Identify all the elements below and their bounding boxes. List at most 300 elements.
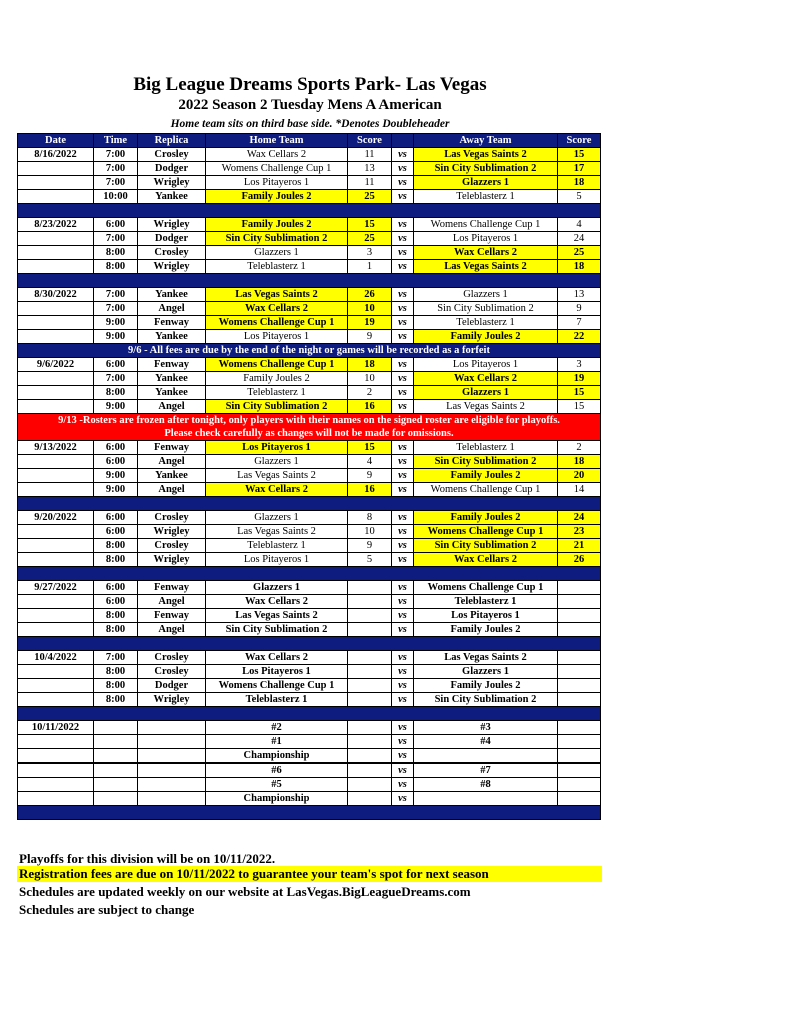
page-subtitle: 2022 Season 2 Tuesday Mens A American <box>178 97 442 113</box>
home-score: 10 <box>348 372 392 386</box>
game-replica: Angel <box>138 483 206 497</box>
game-date <box>18 316 94 330</box>
game-time: 8:00 <box>94 623 138 637</box>
vs-label: vs <box>392 330 414 344</box>
away-team: #3 <box>414 721 558 735</box>
vs-label: vs <box>392 511 414 525</box>
game-row <box>18 665 601 679</box>
game-row <box>18 721 601 735</box>
away-score: 13 <box>558 288 601 302</box>
game-row <box>18 148 601 162</box>
game-time: 7:00 <box>94 176 138 190</box>
vs-label: vs <box>392 400 414 414</box>
away-score: 23 <box>558 525 601 539</box>
away-team: Las Vegas Saints 2 <box>414 400 558 414</box>
vs-label: vs <box>392 162 414 176</box>
game-replica: Wrigley <box>138 553 206 567</box>
separator-bar <box>18 204 601 218</box>
game-time: 6:00 <box>94 455 138 469</box>
away-score: 17 <box>558 162 601 176</box>
vs-label: vs <box>392 693 414 707</box>
game-row <box>18 763 601 778</box>
game-date: 9/13/2022 <box>18 441 94 455</box>
home-team: Womens Challenge Cup 1 <box>206 162 348 176</box>
roster-alert <box>18 414 601 441</box>
game-time: 8:00 <box>94 260 138 274</box>
game-row <box>18 358 601 372</box>
away-score: 4 <box>558 218 601 232</box>
vs-label: vs <box>392 386 414 400</box>
vs-label: vs <box>392 778 414 792</box>
home-score <box>348 623 392 637</box>
game-date <box>18 176 94 190</box>
vs-label: vs <box>392 218 414 232</box>
away-score <box>558 721 601 735</box>
away-team: Womens Challenge Cup 1 <box>414 483 558 497</box>
game-date <box>18 609 94 623</box>
game-date <box>18 400 94 414</box>
vs-label: vs <box>392 260 414 274</box>
away-score: 19 <box>558 372 601 386</box>
week-separator <box>18 204 601 218</box>
game-time: 7:00 <box>94 302 138 316</box>
away-team: Los Pitayeros 1 <box>414 358 558 372</box>
col-away-team: Away Team <box>414 134 558 148</box>
vs-label: vs <box>392 372 414 386</box>
game-time <box>94 778 138 792</box>
away-team: Sin City Sublimation 2 <box>414 693 558 707</box>
vs-label: vs <box>392 553 414 567</box>
home-score: 10 <box>348 525 392 539</box>
game-replica: Crosley <box>138 539 206 553</box>
game-replica: Crosley <box>138 148 206 162</box>
home-score <box>348 749 392 764</box>
footer-playoffs: Playoffs for this division will be on 10/11/2022. <box>19 851 276 866</box>
away-team: Los Pitayeros 1 <box>414 232 558 246</box>
week-separator <box>18 637 601 651</box>
home-team: Los Pitayeros 1 <box>206 553 348 567</box>
away-score: 15 <box>558 386 601 400</box>
away-team <box>414 792 558 806</box>
game-row <box>18 176 601 190</box>
away-team: Las Vegas Saints 2 <box>414 260 558 274</box>
game-replica <box>138 778 206 792</box>
away-score: 26 <box>558 553 601 567</box>
away-team: Womens Challenge Cup 1 <box>414 525 558 539</box>
vs-label: vs <box>392 581 414 595</box>
game-date <box>18 693 94 707</box>
home-score: 13 <box>348 162 392 176</box>
home-team: Los Pitayeros 1 <box>206 441 348 455</box>
game-date: 8/30/2022 <box>18 288 94 302</box>
game-time: 6:00 <box>94 581 138 595</box>
away-score: 18 <box>558 455 601 469</box>
away-score: 2 <box>558 441 601 455</box>
game-replica: Wrigley <box>138 260 206 274</box>
game-date <box>18 260 94 274</box>
home-score: 11 <box>348 176 392 190</box>
away-team: Las Vegas Saints 2 <box>414 148 558 162</box>
game-time: 9:00 <box>94 400 138 414</box>
game-row <box>18 525 601 539</box>
game-row <box>18 539 601 553</box>
away-score: 25 <box>558 246 601 260</box>
game-time <box>94 792 138 806</box>
vs-label: vs <box>392 749 414 764</box>
home-score: 4 <box>348 455 392 469</box>
game-replica: Crosley <box>138 651 206 665</box>
home-score: 8 <box>348 511 392 525</box>
away-score <box>558 623 601 637</box>
home-team: #1 <box>206 735 348 749</box>
game-row <box>18 441 601 455</box>
game-time: 7:00 <box>94 372 138 386</box>
game-replica: Angel <box>138 595 206 609</box>
away-team: #4 <box>414 735 558 749</box>
table-header-row <box>18 134 601 148</box>
home-team: Teleblasterz 1 <box>206 260 348 274</box>
game-replica: Yankee <box>138 330 206 344</box>
home-team: Family Joules 2 <box>206 372 348 386</box>
game-time: 6:00 <box>94 525 138 539</box>
home-score <box>348 609 392 623</box>
home-team: Los Pitayeros 1 <box>206 176 348 190</box>
game-time: 10:00 <box>94 190 138 204</box>
schedule-body <box>18 148 601 820</box>
game-time: 8:00 <box>94 679 138 693</box>
schedule-note: Home team sits on third base side. *Denotes Doubleheader <box>170 118 450 130</box>
game-date: 9/27/2022 <box>18 581 94 595</box>
game-replica: Wrigley <box>138 218 206 232</box>
page-title: Big League Dreams Sports Park- Las Vegas <box>133 74 487 95</box>
away-score <box>558 778 601 792</box>
home-team: Las Vegas Saints 2 <box>206 525 348 539</box>
home-score <box>348 651 392 665</box>
game-date: 8/16/2022 <box>18 148 94 162</box>
away-team: Family Joules 2 <box>414 679 558 693</box>
away-score: 14 <box>558 483 601 497</box>
game-row <box>18 469 601 483</box>
away-score: 20 <box>558 469 601 483</box>
home-team: Womens Challenge Cup 1 <box>206 358 348 372</box>
away-team <box>414 749 558 764</box>
game-row <box>18 483 601 497</box>
game-replica: Fenway <box>138 316 206 330</box>
game-replica: Yankee <box>138 386 206 400</box>
game-time <box>94 735 138 749</box>
home-team: Glazzers 1 <box>206 455 348 469</box>
game-time: 7:00 <box>94 148 138 162</box>
away-team: Womens Challenge Cup 1 <box>414 218 558 232</box>
game-row <box>18 679 601 693</box>
vs-label: vs <box>392 176 414 190</box>
home-team: Wax Cellars 2 <box>206 483 348 497</box>
away-team: Sin City Sublimation 2 <box>414 539 558 553</box>
game-time <box>94 749 138 764</box>
game-row <box>18 372 601 386</box>
col-away-score: Score <box>558 134 601 148</box>
game-date <box>18 330 94 344</box>
game-replica: Crosley <box>138 246 206 260</box>
fees-notice-row <box>18 344 601 358</box>
game-row <box>18 553 601 567</box>
away-team: Glazzers 1 <box>414 665 558 679</box>
away-team: Womens Challenge Cup 1 <box>414 581 558 595</box>
vs-label: vs <box>392 609 414 623</box>
roster-alert-row <box>18 414 601 441</box>
game-row <box>18 735 601 749</box>
home-score: 18 <box>348 358 392 372</box>
game-replica: Yankee <box>138 469 206 483</box>
vs-label: vs <box>392 539 414 553</box>
vs-label: vs <box>392 525 414 539</box>
vs-label: vs <box>392 665 414 679</box>
game-replica: Fenway <box>138 581 206 595</box>
home-team: Championship <box>206 749 348 764</box>
home-team: Wax Cellars 2 <box>206 302 348 316</box>
game-time: 9:00 <box>94 483 138 497</box>
game-date <box>18 246 94 260</box>
game-row <box>18 260 601 274</box>
game-row <box>18 400 601 414</box>
home-score: 2 <box>348 386 392 400</box>
game-time: 8:00 <box>94 539 138 553</box>
game-time: 8:00 <box>94 693 138 707</box>
game-replica: Angel <box>138 623 206 637</box>
schedule-table <box>17 133 601 820</box>
away-score: 15 <box>558 148 601 162</box>
away-score <box>558 749 601 764</box>
game-row <box>18 455 601 469</box>
home-score: 5 <box>348 553 392 567</box>
game-replica: Fenway <box>138 609 206 623</box>
vs-label: vs <box>392 763 414 778</box>
home-score: 15 <box>348 218 392 232</box>
away-team: Family Joules 2 <box>414 330 558 344</box>
separator-bar <box>18 497 601 511</box>
home-score <box>348 581 392 595</box>
separator-bar <box>18 806 601 820</box>
home-team: Las Vegas Saints 2 <box>206 469 348 483</box>
game-row <box>18 792 601 806</box>
game-replica: Wrigley <box>138 176 206 190</box>
game-date <box>18 455 94 469</box>
game-replica: Angel <box>138 302 206 316</box>
roster-alert-line: 9/13 -Rosters are frozen after tonight, only players with their names on the signed roster are eligible for playoffs. <box>58 415 560 426</box>
home-team: Los Pitayeros 1 <box>206 665 348 679</box>
home-score: 10 <box>348 302 392 316</box>
separator-bar <box>18 567 601 581</box>
away-score: 18 <box>558 260 601 274</box>
vs-label: vs <box>392 623 414 637</box>
game-date <box>18 386 94 400</box>
away-score <box>558 792 601 806</box>
home-team: Teleblasterz 1 <box>206 693 348 707</box>
away-score <box>558 665 601 679</box>
away-team: Teleblasterz 1 <box>414 190 558 204</box>
game-row <box>18 623 601 637</box>
away-score: 22 <box>558 330 601 344</box>
home-score: 19 <box>348 316 392 330</box>
game-time: 6:00 <box>94 441 138 455</box>
week-separator <box>18 274 601 288</box>
away-team: Glazzers 1 <box>414 288 558 302</box>
game-row <box>18 749 601 764</box>
game-row <box>18 246 601 260</box>
game-row <box>18 581 601 595</box>
game-date <box>18 539 94 553</box>
home-score: 3 <box>348 246 392 260</box>
vs-label: vs <box>392 735 414 749</box>
game-replica: Wrigley <box>138 693 206 707</box>
game-date <box>18 469 94 483</box>
vs-label: vs <box>392 595 414 609</box>
game-date: 10/4/2022 <box>18 651 94 665</box>
game-time: 8:00 <box>94 246 138 260</box>
away-team: #7 <box>414 763 558 778</box>
home-score: 11 <box>348 148 392 162</box>
game-replica: Fenway <box>138 358 206 372</box>
home-team: Wax Cellars 2 <box>206 595 348 609</box>
home-score <box>348 693 392 707</box>
game-time: 8:00 <box>94 609 138 623</box>
home-team: Championship <box>206 792 348 806</box>
game-date <box>18 525 94 539</box>
game-replica: Dodger <box>138 162 206 176</box>
game-time: 7:00 <box>94 651 138 665</box>
game-date <box>18 792 94 806</box>
game-date <box>18 190 94 204</box>
game-date <box>18 553 94 567</box>
game-date: 8/23/2022 <box>18 218 94 232</box>
away-score: 21 <box>558 539 601 553</box>
home-team: #2 <box>206 721 348 735</box>
game-replica: Yankee <box>138 288 206 302</box>
footer-website: Schedules are updated weekly on our website at LasVegas.BigLeagueDreams.com <box>19 884 471 899</box>
game-row <box>18 302 601 316</box>
away-team: Family Joules 2 <box>414 469 558 483</box>
game-replica: Dodger <box>138 232 206 246</box>
game-date <box>18 749 94 764</box>
vs-label: vs <box>392 441 414 455</box>
col-home-team: Home Team <box>206 134 348 148</box>
game-row <box>18 386 601 400</box>
vs-label: vs <box>392 358 414 372</box>
home-team: Sin City Sublimation 2 <box>206 623 348 637</box>
away-score <box>558 763 601 778</box>
game-date: 9/6/2022 <box>18 358 94 372</box>
away-team: Wax Cellars 2 <box>414 246 558 260</box>
vs-label: vs <box>392 792 414 806</box>
away-score: 3 <box>558 358 601 372</box>
home-score <box>348 792 392 806</box>
away-score: 24 <box>558 511 601 525</box>
game-replica: Dodger <box>138 679 206 693</box>
vs-label: vs <box>392 232 414 246</box>
game-date <box>18 162 94 176</box>
game-replica: Wrigley <box>138 525 206 539</box>
away-team: Las Vegas Saints 2 <box>414 651 558 665</box>
game-time: 7:00 <box>94 162 138 176</box>
away-team: Sin City Sublimation 2 <box>414 162 558 176</box>
vs-label: vs <box>392 302 414 316</box>
game-date <box>18 483 94 497</box>
footer-registration: Registration fees are due on 10/11/2022 to guarantee your team's spot for next season <box>17 866 602 882</box>
week-separator <box>18 707 601 721</box>
away-score: 7 <box>558 316 601 330</box>
game-time: 7:00 <box>94 288 138 302</box>
col-home-score: Score <box>348 134 392 148</box>
home-score: 25 <box>348 232 392 246</box>
game-time: 8:00 <box>94 386 138 400</box>
game-replica: Angel <box>138 400 206 414</box>
home-team: Las Vegas Saints 2 <box>206 288 348 302</box>
game-time: 9:00 <box>94 316 138 330</box>
game-row <box>18 651 601 665</box>
separator-bar <box>18 637 601 651</box>
home-score: 1 <box>348 260 392 274</box>
game-replica <box>138 792 206 806</box>
away-team: Family Joules 2 <box>414 623 558 637</box>
away-score <box>558 609 601 623</box>
home-score <box>348 778 392 792</box>
away-team: Wax Cellars 2 <box>414 553 558 567</box>
away-team: Family Joules 2 <box>414 511 558 525</box>
game-time: 9:00 <box>94 469 138 483</box>
away-score: 24 <box>558 232 601 246</box>
col-replica: Replica <box>138 134 206 148</box>
week-separator <box>18 497 601 511</box>
home-score: 25 <box>348 190 392 204</box>
game-replica <box>138 749 206 764</box>
home-team: Las Vegas Saints 2 <box>206 609 348 623</box>
game-replica: Crosley <box>138 511 206 525</box>
game-replica: Yankee <box>138 372 206 386</box>
separator-bar <box>18 707 601 721</box>
game-row <box>18 162 601 176</box>
home-team: Glazzers 1 <box>206 511 348 525</box>
away-team: Glazzers 1 <box>414 176 558 190</box>
home-team: Wax Cellars 2 <box>206 651 348 665</box>
away-score: 18 <box>558 176 601 190</box>
home-score: 16 <box>348 483 392 497</box>
game-replica: Yankee <box>138 190 206 204</box>
home-team: Wax Cellars 2 <box>206 148 348 162</box>
home-team: Womens Challenge Cup 1 <box>206 679 348 693</box>
home-team: Glazzers 1 <box>206 246 348 260</box>
game-row <box>18 595 601 609</box>
away-score <box>558 581 601 595</box>
game-row <box>18 693 601 707</box>
away-score: 15 <box>558 400 601 414</box>
game-row <box>18 609 601 623</box>
home-score: 9 <box>348 330 392 344</box>
fees-notice: 9/6 - All fees are due by the end of the night or games will be recorded as a forfeit <box>18 344 601 358</box>
game-replica: Crosley <box>138 665 206 679</box>
game-date <box>18 372 94 386</box>
separator-bar <box>18 274 601 288</box>
game-date <box>18 735 94 749</box>
away-score <box>558 693 601 707</box>
home-team: Teleblasterz 1 <box>206 386 348 400</box>
game-date <box>18 665 94 679</box>
game-date <box>18 778 94 792</box>
game-row <box>18 190 601 204</box>
home-score <box>348 595 392 609</box>
home-team: Glazzers 1 <box>206 581 348 595</box>
vs-label: vs <box>392 483 414 497</box>
home-team: Family Joules 2 <box>206 218 348 232</box>
